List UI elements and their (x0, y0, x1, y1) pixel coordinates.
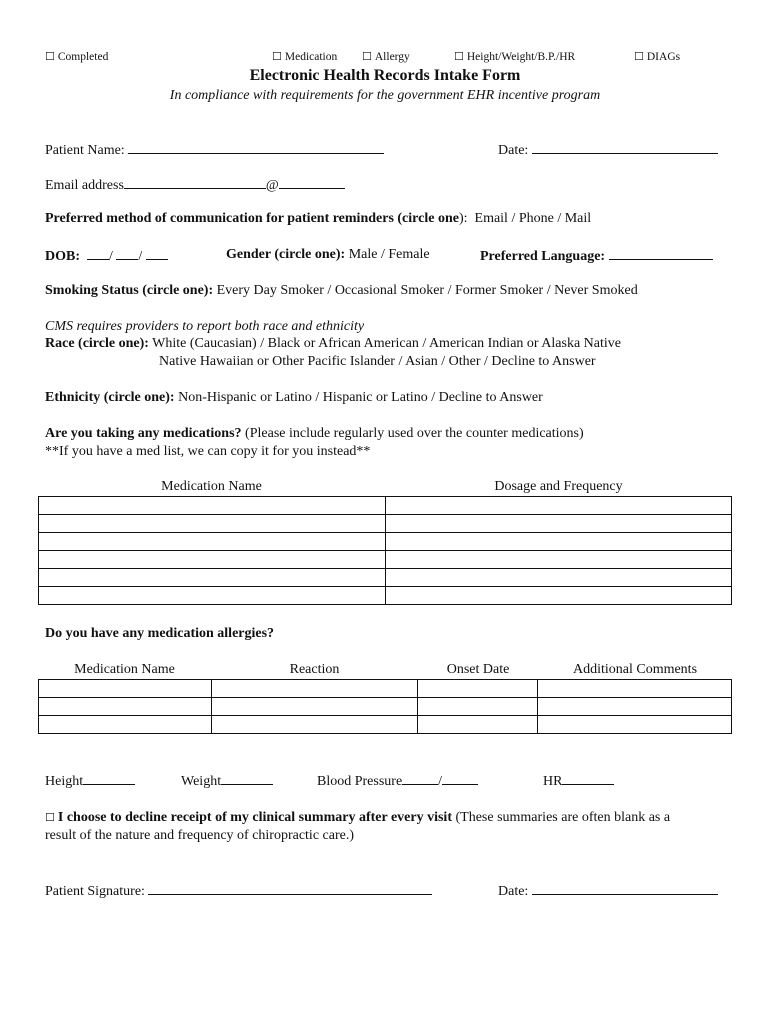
checkbox-vitals[interactable] (454, 50, 575, 63)
dob-month-field[interactable] (87, 247, 109, 260)
blood-pressure-label: Blood Pressure (317, 774, 403, 789)
checkbox-icon[interactable]: ☐ (45, 811, 55, 824)
checkbox-vitals-label: Height/Weight/B.P./HR (466, 51, 576, 63)
date-field[interactable] (532, 141, 718, 154)
allergy-header-comments: Additional Comments (572, 662, 698, 677)
decline-summary-row (45, 810, 670, 826)
checkbox-completed[interactable] (45, 50, 108, 63)
signature-label: Patient Signature: (45, 884, 145, 899)
communication-row (45, 211, 591, 227)
allergy-table (38, 679, 732, 734)
dob-slash: / (138, 249, 143, 264)
email-label: Email address (45, 178, 124, 193)
checkbox-allergy-label: Allergy (374, 51, 410, 63)
medications-note: (Please include regularly used over the counter medications) (245, 426, 584, 441)
email-row (45, 176, 345, 194)
patient-name-label: Patient Name: (45, 143, 125, 158)
allergy-reaction-cell[interactable] (211, 716, 418, 734)
race-options-line2[interactable]: Native Hawaiian or Other Pacific Islander / Asian / Other / Decline to Answer (159, 354, 596, 369)
table-row (39, 680, 732, 698)
height-field[interactable] (83, 772, 135, 785)
dob-row (45, 247, 168, 265)
allergy-header-name: Medication Name (74, 662, 175, 677)
allergy-name-cell[interactable] (39, 716, 212, 734)
form-subtitle: In compliance with requirements for the government EHR incentive program (169, 88, 601, 103)
hr-row (543, 772, 614, 790)
language-label: Preferred Language: (480, 249, 606, 264)
form-title: Electronic Health Records Intake Form (249, 67, 521, 84)
med-dosage-cell[interactable] (385, 515, 732, 533)
allergy-comments-cell[interactable] (538, 680, 732, 698)
signature-date-row (498, 882, 718, 900)
allergies-question: Do you have any medication allergies? (45, 626, 275, 641)
weight-field[interactable] (221, 772, 273, 785)
smoking-row (45, 283, 638, 299)
gender-label: Gender (circle one): (226, 247, 346, 262)
dob-label: DOB: (45, 249, 80, 264)
ethnicity-label: Ethnicity (circle one): (45, 390, 175, 405)
signature-date-label: Date: (498, 884, 529, 899)
med-name-cell[interactable] (39, 515, 386, 533)
table-row (39, 533, 732, 551)
checkbox-icon: ☐ (362, 50, 372, 63)
height-label: Height (45, 774, 84, 789)
communication-options[interactable]: Email / Phone / Mail (474, 211, 592, 226)
weight-row (181, 772, 273, 790)
allergy-comments-cell[interactable] (538, 698, 732, 716)
checkbox-icon: ☐ (634, 50, 644, 63)
cms-note: CMS requires providers to report both race and ethnicity (45, 319, 365, 334)
bp-slash: / (438, 774, 443, 789)
table-row (39, 698, 732, 716)
signature-field[interactable] (148, 882, 432, 895)
medications-question: Are you taking any medications? (45, 426, 242, 441)
checkbox-icon: ☐ (454, 50, 464, 63)
communication-label: Preferred method of communication for patient reminders (circle one (45, 211, 459, 226)
weight-label: Weight (181, 774, 222, 789)
medications-row (45, 426, 584, 442)
email-at: @ (265, 178, 279, 193)
language-row (480, 247, 713, 265)
checkbox-icon: ☐ (45, 50, 55, 63)
checkbox-medication[interactable] (272, 50, 337, 63)
med-dosage-cell[interactable] (385, 569, 732, 587)
med-table-header-dosage: Dosage and Frequency (494, 479, 623, 494)
allergy-name-cell[interactable] (39, 680, 212, 698)
signature-date-field[interactable] (532, 882, 718, 895)
smoking-label: Smoking Status (circle one): (45, 283, 214, 298)
race-row (45, 336, 621, 352)
patient-name-row (45, 141, 384, 159)
email-user-field[interactable] (124, 176, 266, 189)
allergy-reaction-cell[interactable] (211, 680, 418, 698)
allergy-comments-cell[interactable] (538, 716, 732, 734)
checkbox-completed-label: Completed (57, 51, 109, 63)
table-row (39, 497, 732, 515)
med-dosage-cell[interactable] (385, 497, 732, 515)
smoking-options[interactable]: Every Day Smoker / Occasional Smoker / Former Smoker / Never Smoked (216, 283, 638, 298)
gender-row (226, 247, 430, 263)
table-row (39, 587, 732, 605)
hr-field[interactable] (562, 772, 614, 785)
language-field[interactable] (609, 247, 713, 260)
hr-label: HR (543, 774, 563, 789)
bp-diastolic-field[interactable] (442, 772, 478, 785)
checkbox-allergy[interactable] (362, 50, 410, 63)
dob-year-field[interactable] (146, 247, 168, 260)
decline-summary-note-line2: result of the nature and frequency of chiropractic care.) (45, 828, 355, 843)
decline-summary-note: (These summaries are often blank as a (455, 810, 671, 825)
dob-slash: / (109, 249, 113, 264)
race-label: Race (circle one): (45, 336, 149, 351)
checkbox-diags[interactable] (634, 50, 680, 63)
med-name-cell[interactable] (39, 533, 386, 551)
table-row (39, 716, 732, 734)
med-dosage-cell[interactable] (385, 587, 732, 605)
medication-table (38, 496, 732, 605)
date-row (498, 141, 718, 159)
gender-options[interactable]: Male / Female (348, 247, 430, 262)
allergy-name-cell[interactable] (39, 698, 212, 716)
patient-name-field[interactable] (128, 141, 384, 154)
ethnicity-options[interactable]: Non-Hispanic or Latino / Hispanic or Latino / Decline to Answer (178, 390, 543, 405)
med-name-cell[interactable] (39, 587, 386, 605)
allergy-reaction-cell[interactable] (211, 698, 418, 716)
race-options-line1[interactable]: White (Caucasian) / Black or African American / American Indian or Alaska Native (152, 336, 621, 351)
med-list-note: **If you have a med list, we can copy it for you instead** (45, 444, 371, 459)
table-row (39, 551, 732, 569)
med-name-cell[interactable] (39, 569, 386, 587)
date-label: Date: (498, 143, 529, 158)
allergy-header-onset: Onset Date (446, 662, 510, 677)
dob-day-field[interactable] (116, 247, 138, 260)
med-name-cell[interactable] (39, 497, 386, 515)
checkbox-diags-label: DIAGs (646, 51, 681, 63)
checkbox-medication-label: Medication (284, 51, 338, 63)
decline-summary-label: I choose to decline receipt of my clinical summary after every visit (57, 810, 452, 825)
allergy-onset-cell[interactable] (418, 698, 538, 716)
email-domain-field[interactable] (279, 176, 345, 189)
med-dosage-cell[interactable] (385, 533, 732, 551)
allergy-onset-cell[interactable] (418, 716, 538, 734)
med-dosage-cell[interactable] (385, 551, 732, 569)
communication-label-end: ): (458, 211, 468, 226)
ethnicity-row (45, 390, 543, 406)
bp-systolic-field[interactable] (402, 772, 438, 785)
med-table-header-name: Medication Name (161, 479, 262, 494)
table-row (39, 569, 732, 587)
allergy-header-reaction: Reaction (289, 662, 340, 677)
table-row (39, 515, 732, 533)
signature-row (45, 882, 432, 900)
height-row (45, 772, 135, 790)
checkbox-icon: ☐ (272, 50, 282, 63)
blood-pressure-row (317, 772, 478, 790)
allergy-onset-cell[interactable] (418, 680, 538, 698)
med-name-cell[interactable] (39, 551, 386, 569)
